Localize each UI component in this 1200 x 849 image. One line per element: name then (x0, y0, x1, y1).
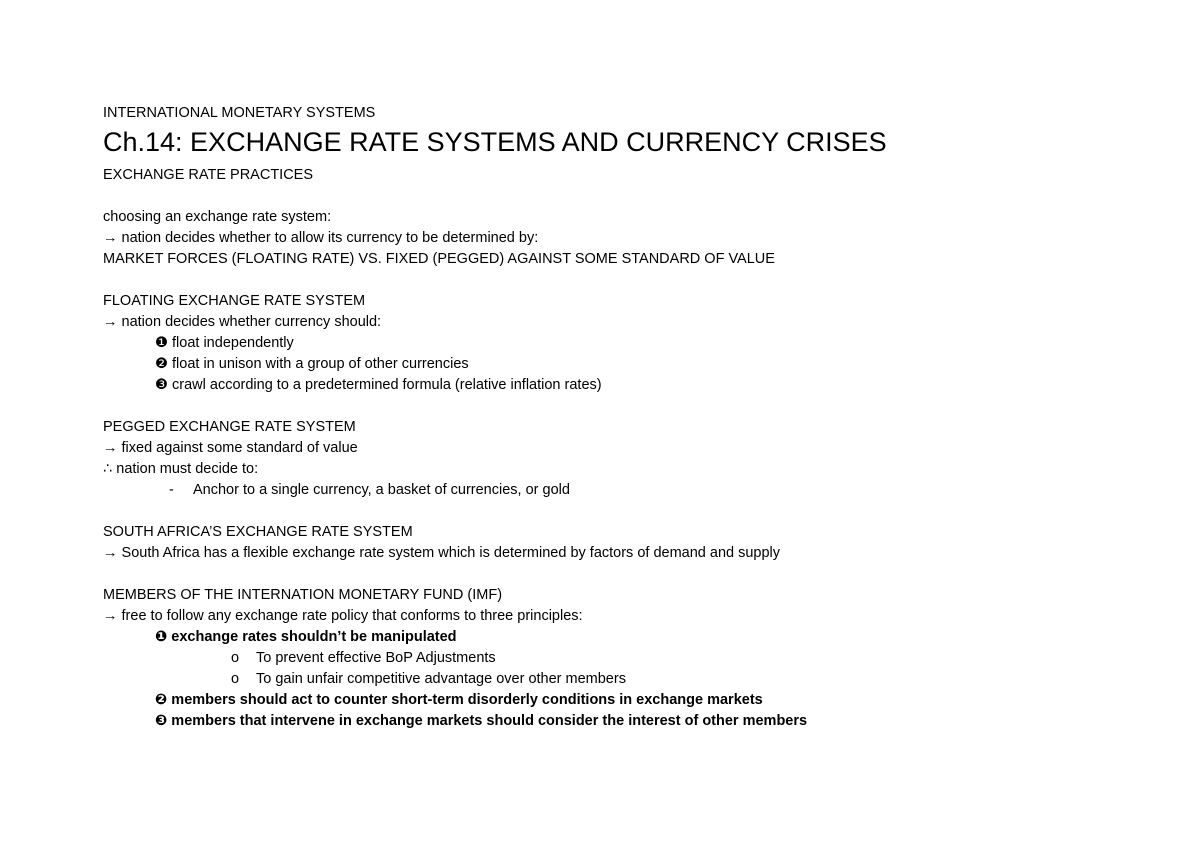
south-africa-heading: SOUTH AFRICA’S EXCHANGE RATE SYSTEM (103, 524, 413, 540)
imf-principle-2: ❷ members should act to counter short-term disorderly conditions in exchange markets (155, 692, 763, 708)
imf-principle-3: ❸ members that intervene in exchange markets should consider the interest of other members (155, 713, 808, 729)
imf-sub-item-text: To gain unfair competitive advantage over other members (256, 671, 626, 687)
choosing-arrow-line: → nation decides whether to allow its currency to be determined by: (103, 230, 539, 246)
imf-principle-1: ❶ exchange rates shouldn’t be manipulated (155, 629, 457, 645)
spacer (103, 270, 1163, 291)
floating-item: ❷ float in unison with a group of other currencies (155, 356, 469, 372)
document-page (103, 103, 1163, 732)
spacer (103, 564, 1163, 585)
spacer (103, 501, 1163, 522)
choosing-options: MARKET FORCES (FLOATING RATE) VS. FIXED (PEGGED) AGAINST SOME STANDARD OF VALUE (103, 251, 775, 267)
south-africa-arrow-line: → South Africa has a flexible exchange rate system which is determined by factors of demand and supply (103, 545, 781, 561)
section-subtitle: EXCHANGE RATE PRACTICES (103, 167, 314, 183)
choosing-intro: choosing an exchange rate system: (103, 209, 332, 225)
floating-item: ❸ crawl according to a predetermined formula (relative inflation rates) (155, 377, 602, 393)
circle-bullet: o (231, 671, 240, 687)
spacer (103, 186, 1163, 207)
floating-item: ❶ float independently (155, 335, 294, 351)
imf-sub-item-text: To prevent effective BoP Adjustments (256, 650, 496, 666)
document-supertitle: INTERNATIONAL MONETARY SYSTEMS (103, 105, 376, 121)
pegged-therefore-line: ∴ nation must decide to: (103, 461, 259, 477)
floating-arrow-line: → nation decides whether currency should: (103, 314, 382, 330)
imf-heading: MEMBERS OF THE INTERNATION MONETARY FUND (IMF) (103, 587, 503, 603)
pegged-dash-item (103, 480, 1163, 501)
imf-arrow-line: → free to follow any exchange rate policy that conforms to three principles: (103, 608, 583, 624)
pegged-dash-item-text: Anchor to a single currency, a basket of currencies, or gold (193, 482, 570, 498)
floating-heading: FLOATING EXCHANGE RATE SYSTEM (103, 293, 366, 309)
dash-marker: - (169, 482, 174, 498)
imf-sub-item (103, 648, 1163, 669)
pegged-arrow-line: → fixed against some standard of value (103, 440, 358, 456)
circle-bullet: o (231, 650, 240, 666)
spacer (103, 396, 1163, 417)
page-title: Ch.14: EXCHANGE RATE SYSTEMS AND CURRENCY CRISES (103, 127, 887, 157)
pegged-heading: PEGGED EXCHANGE RATE SYSTEM (103, 419, 356, 435)
imf-sub-item (103, 669, 1163, 690)
